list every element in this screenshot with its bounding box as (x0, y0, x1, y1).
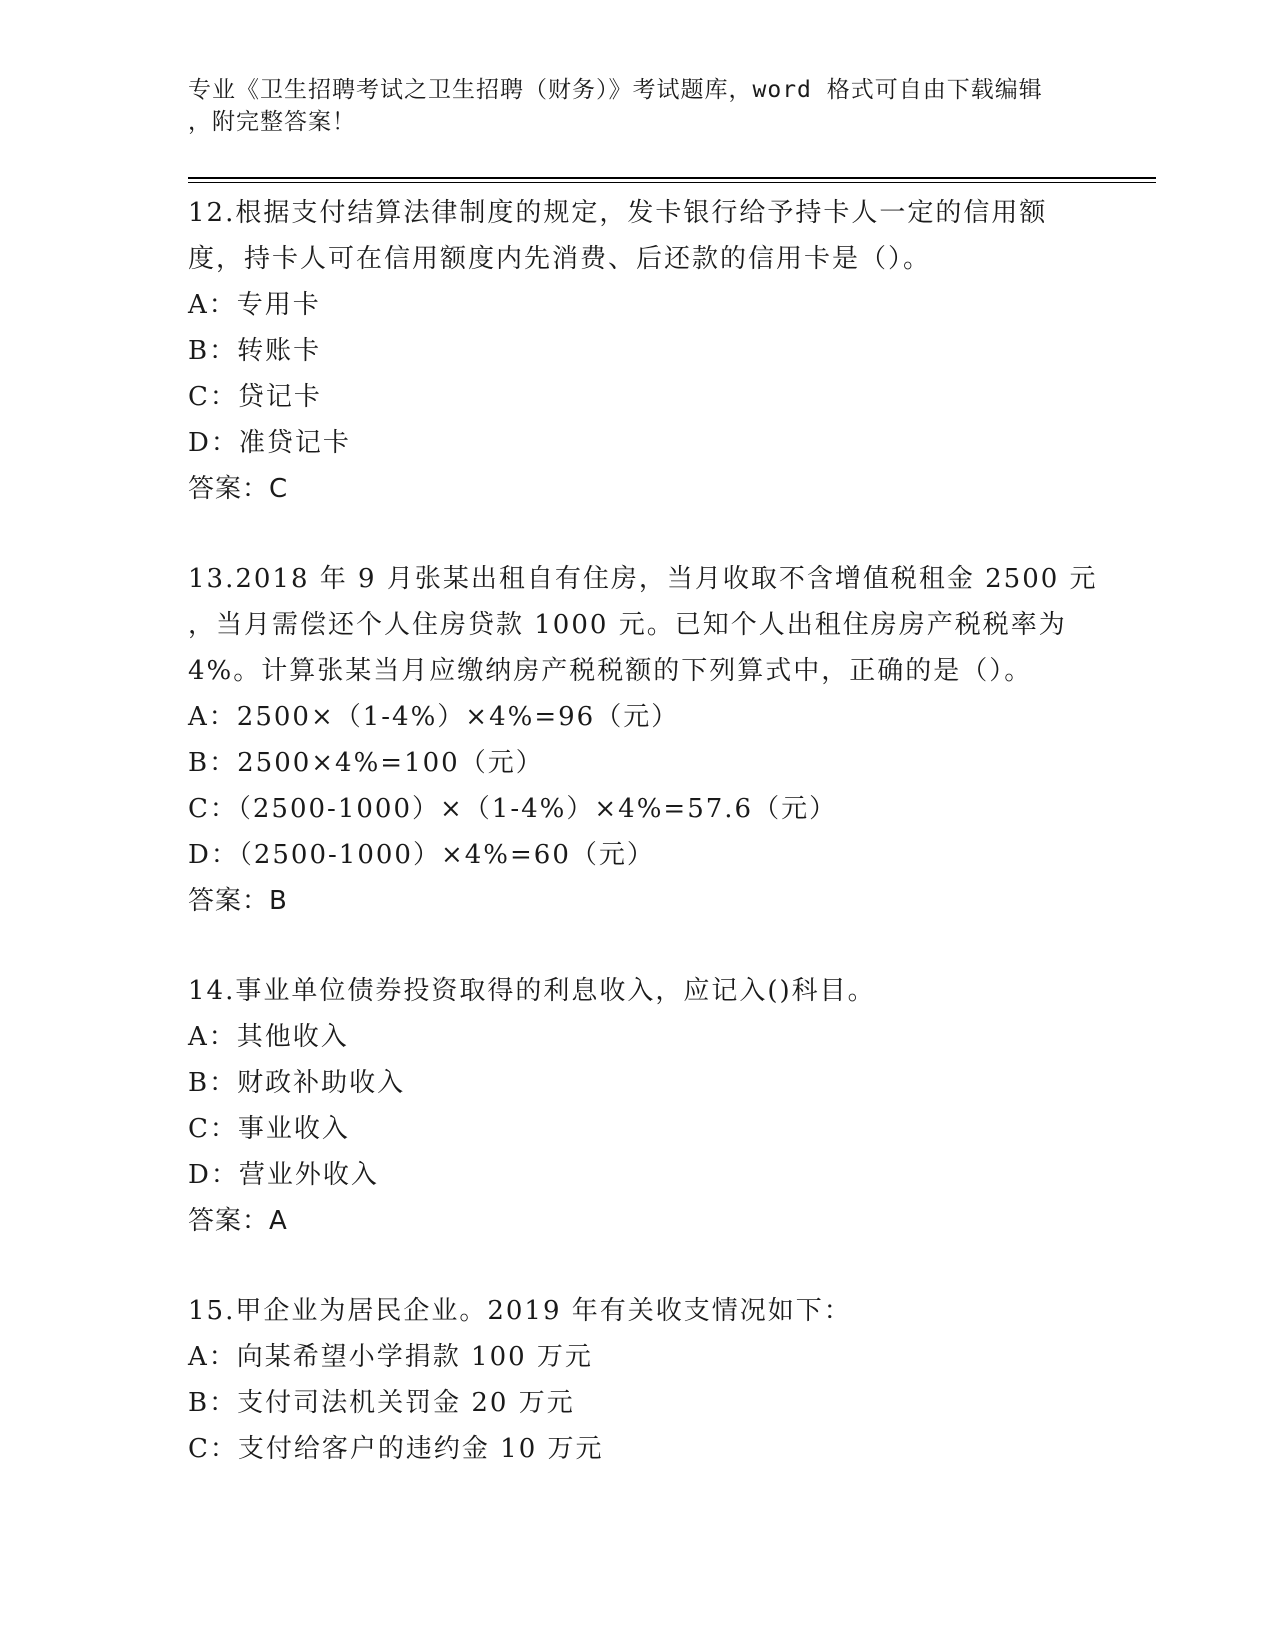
question-15-option-a: A：向某希望小学捐款 100 万元 (188, 1342, 593, 1372)
document-header (188, 74, 1068, 138)
question-12 (188, 190, 1088, 512)
question-14-text-line-1: 14.事业单位债券投资取得的利息收入，应记入()科目。 (188, 976, 876, 1006)
question-12-text-line-2: 度，持卡人可在信用额度内先消费、后还款的信用卡是（）。 (188, 244, 932, 274)
question-12-option-a: A：专用卡 (188, 290, 321, 320)
question-13 (188, 556, 1098, 924)
question-13-text-line-2: ，当月需偿还个人住房贷款 1000 元。已知个人出租住房房产税税率为 (188, 610, 1067, 640)
header-line-2: ，附完整答案！ (188, 109, 356, 135)
question-15-option-c: C：支付给客户的违约金 10 万元 (188, 1434, 604, 1464)
question-13-option-d: D：（2500-1000）×4%=60（元） (188, 840, 655, 870)
question-14 (188, 968, 1088, 1244)
header-divider-thin (188, 182, 1156, 183)
question-12-answer: 答案：C (188, 474, 289, 504)
question-12-option-c: C：贷记卡 (188, 382, 322, 412)
question-list (188, 190, 1098, 1516)
question-14-option-a: A：其他收入 (188, 1022, 349, 1052)
question-12-option-d: D：准贷记卡 (188, 428, 351, 458)
header-divider-thick (188, 177, 1156, 179)
question-12-option-b: B：转账卡 (188, 336, 322, 366)
question-13-option-a: A：2500×（1-4%）×4%=96（元） (188, 702, 680, 732)
question-15 (188, 1288, 1088, 1472)
question-13-text-line-1: 13.2018 年 9 月张某出租自有住房，当月收取不含增值税租金 2500 元 (188, 564, 1098, 594)
question-13-option-c: C：（2500-1000）×（1-4%）×4%=57.6（元） (188, 794, 838, 824)
question-14-option-c: C：事业收入 (188, 1114, 350, 1144)
header-line-1: 专业《卫生招聘考试之卫生招聘（财务）》考试题库，word 格式可自由下载编辑 (188, 77, 1043, 103)
question-14-option-b: B：财政补助收入 (188, 1068, 406, 1098)
question-13-text-line-3: 4%。计算张某当月应缴纳房产税税额的下列算式中，正确的是（）。 (188, 656, 1033, 686)
question-12-text-line-1: 12.根据支付结算法律制度的规定，发卡银行给予持卡人一定的信用额 (188, 198, 1048, 228)
question-15-text-line-1: 15.甲企业为居民企业。2019 年有关收支情况如下： (188, 1296, 852, 1326)
question-14-answer: 答案：A (188, 1206, 288, 1236)
question-13-answer: 答案：B (188, 886, 288, 916)
question-14-option-d: D：营业外收入 (188, 1160, 379, 1190)
question-13-option-b: B：2500×4%=100（元） (188, 748, 544, 778)
question-15-option-b: B：支付司法机关罚金 20 万元 (188, 1388, 575, 1418)
